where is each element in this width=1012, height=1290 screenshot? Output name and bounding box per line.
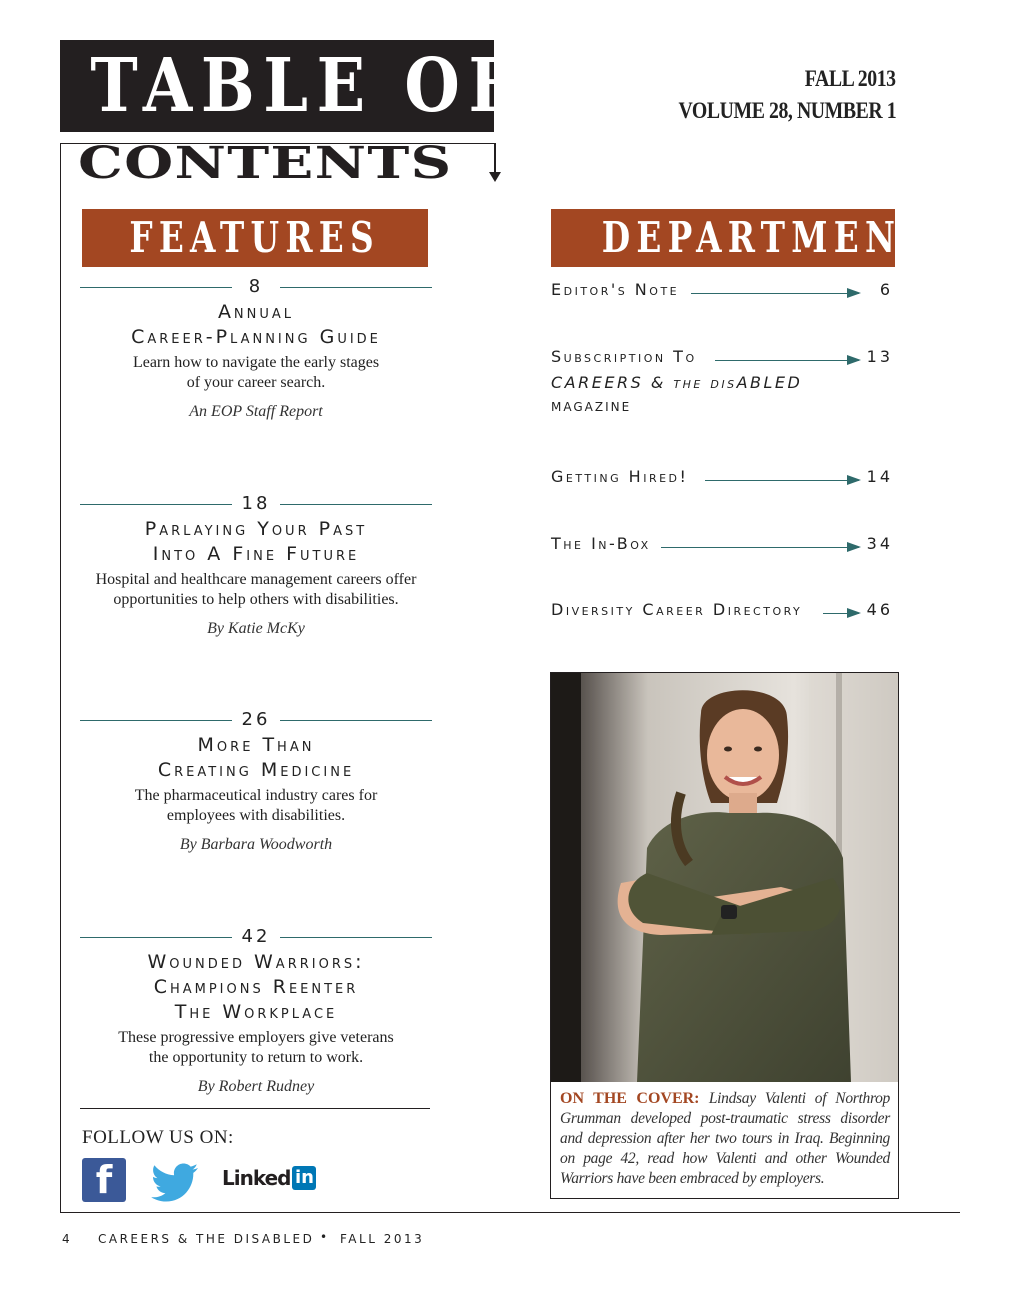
feature-title: The Workplace [174,1001,338,1023]
department-subtitle: CAREERS & the disABLED [551,373,803,392]
feature-title: Creating Medicine [157,759,355,781]
feature-page-row [80,274,432,300]
issue-season: FALL 2013 [805,66,896,91]
features-banner [82,209,428,267]
department-item[interactable] [551,600,895,620]
feature-rule-left [80,720,232,721]
department-name: Editor's Note [551,280,680,299]
feature-title: Champions Reenter [153,976,359,998]
feature-page-number: 42 [241,926,271,947]
department-item[interactable] [551,280,895,300]
issue-volume: VOLUME 28, NUMBER 1 [678,98,896,123]
right-arrow-icon [661,547,859,548]
masthead-title-line2: CONTENTS [78,138,453,189]
twitter-icon[interactable] [150,1160,202,1204]
department-item[interactable] [551,347,895,414]
department-page-number: 34 [866,534,893,553]
feature-item[interactable] [80,491,432,639]
feature-title: More Than [197,734,315,756]
department-name: Getting Hired! [551,467,689,486]
right-arrow-icon [823,613,859,614]
feature-description: Hospital and healthcare management careers offer opportunities to help others with disabilities. [95,571,417,608]
feature-page-number: 18 [241,493,271,514]
feature-rule-right [280,720,432,721]
follow-divider [80,1108,430,1109]
feature-page-row [80,924,432,950]
feature-description: The pharmaceutical industry cares for employees with disabilities. [134,787,378,824]
linkedin-in-badge: in [292,1166,316,1190]
features-heading: FEATURES [129,213,381,262]
department-item[interactable] [551,534,895,554]
feature-title: Career-Planning Guide [131,326,381,348]
feature-page-number: 8 [248,276,264,297]
feature-rule-right [280,937,432,938]
department-page-number: 6 [879,280,893,299]
feature-rule-left [80,287,232,288]
feature-byline: By Katie McKy [207,620,305,637]
cover-photo [551,673,898,1082]
feature-item[interactable] [80,707,432,855]
cover-caption-text: Lindsay Valenti of Northrop Grumman developed post-traumatic stress disorder and depression after her two tours in Iraq. Beginning on page 42, read how Valenti and other Wounded Warriors have been embraced by employers. [560,1090,891,1187]
feature-page-row [80,491,432,517]
frame-left-rule [60,143,61,1213]
feature-rule-left [80,937,232,938]
right-arrow-icon [705,480,859,481]
linkedin-icon[interactable] [222,1166,316,1194]
departments-heading: DEPARTMENTS [601,213,962,262]
right-arrow-icon [715,360,859,361]
feature-description: Learn how to navigate the early stages of your career search. [132,354,380,391]
feature-item[interactable] [80,924,432,1097]
cover-caption [560,1089,890,1189]
department-name: The In-Box [551,534,651,553]
feature-rule-right [280,504,432,505]
facebook-icon[interactable] [82,1158,126,1202]
frame-bottom-rule [60,1212,960,1213]
page-number: 4 [62,1232,72,1246]
linkedin-wordmark: Linked [222,1166,291,1190]
footer-magazine-name: CAREERS & THE DISABLED [98,1232,315,1246]
feature-title: Into A Fine Future [152,543,360,565]
footer-bullet: • [320,1230,328,1244]
department-page-number: 13 [866,347,893,366]
departments-banner [551,209,962,267]
department-subtitle-2: MAGAZINE [551,400,632,414]
department-page-number: 14 [866,467,893,486]
feature-page-row [80,707,432,733]
cover-caption-lead: ON THE COVER: [560,1090,700,1107]
feature-byline: By Robert Rudney [197,1078,315,1095]
facebook-letter: f [95,1158,113,1202]
feature-rule-left [80,504,232,505]
feature-description: These progressive employers give veterans the opportunity to return to work. [118,1029,394,1066]
department-name: Diversity Career Directory [551,600,803,619]
feature-byline: By Barbara Woodworth [179,836,333,853]
footer-issue: FALL 2013 [340,1232,425,1246]
feature-title: Annual [217,301,295,323]
department-name: Subscription To [551,347,697,366]
department-page-number: 46 [866,600,893,619]
feature-byline: An EOP Staff Report [189,403,323,420]
feature-page-number: 26 [241,709,271,730]
department-item[interactable] [551,467,895,487]
feature-rule-right [280,287,432,288]
masthead-title-line1: TABLE OF [90,43,523,129]
follow-label: FOLLOW US ON: [82,1127,234,1148]
right-arrow-icon [691,293,859,294]
feature-item[interactable] [80,274,432,422]
feature-title: Parlaying Your Past [144,518,368,540]
feature-title: Wounded Warriors: [147,951,365,973]
